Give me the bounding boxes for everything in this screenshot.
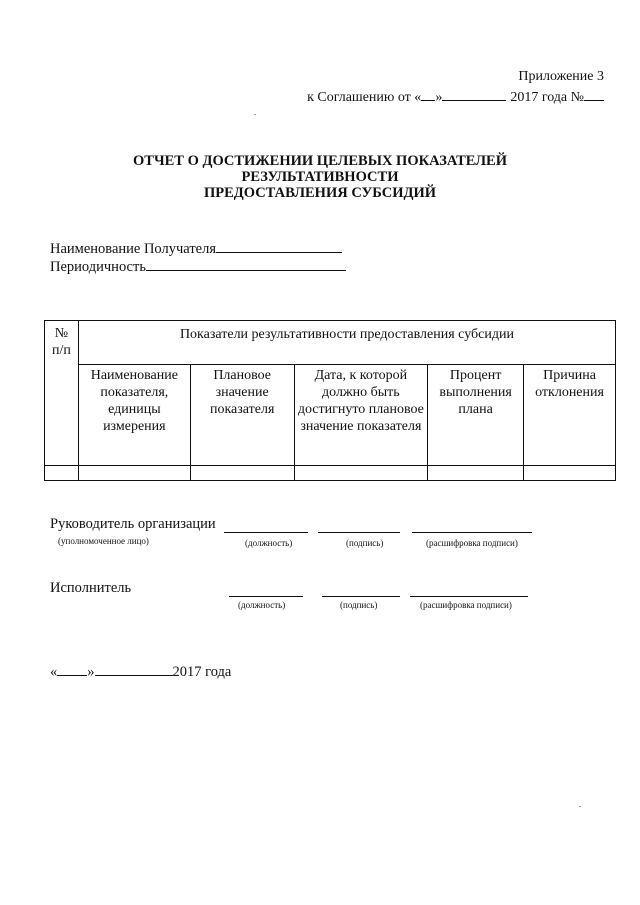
date-close-quote: » — [87, 664, 95, 680]
recipient-field — [50, 238, 342, 258]
head-decode-caption: (расшифровка подписи) — [426, 538, 518, 548]
col-target-date: Дата, к которой должно быть достигнуто плановое значение показателя — [294, 365, 428, 466]
executor-decode-caption: (расшифровка подписи) — [420, 600, 512, 610]
col-indicator-name: Наименование показателя, единицы измерения — [78, 365, 190, 466]
indicators-table — [44, 320, 616, 481]
recipient-label: Наименование Получателя — [50, 241, 217, 257]
appendix-label: Приложение 3 — [518, 69, 604, 84]
agreement-year: 2017 года № — [510, 90, 584, 105]
table-header-row-2 — [45, 365, 616, 466]
head-position-caption: (должность) — [245, 538, 293, 548]
date-year: 2017 года — [172, 664, 232, 680]
date-open-quote: « — [50, 664, 58, 680]
agreement-prefix: к Соглашению от « — [307, 90, 422, 105]
agreement-day-blank[interactable] — [421, 87, 435, 101]
table-header-row-1 — [45, 321, 616, 365]
scan-speck — [254, 114, 256, 115]
agreement-month-blank[interactable] — [442, 87, 506, 101]
col-deviation-reason: Причина отклонения — [524, 365, 616, 466]
date-month-blank[interactable] — [95, 661, 173, 676]
periodicity-label: Периодичность — [50, 259, 146, 275]
table-cell[interactable] — [45, 466, 79, 481]
recipient-blank[interactable] — [216, 238, 342, 253]
executor-position-caption: (должность) — [238, 600, 286, 610]
col-number-header: № п/п — [45, 321, 79, 466]
executor-decode-line[interactable] — [410, 595, 528, 597]
agreement-number-blank[interactable] — [584, 87, 604, 101]
head-authorized-caption: (уполномоченное лицо) — [58, 536, 149, 546]
table-cell[interactable] — [524, 466, 616, 481]
agreement-reference — [307, 87, 604, 107]
group-header: Показатели результативности предоставления субсидии — [78, 321, 615, 365]
title-line-1: ОТЧЕТ О ДОСТИЖЕНИИ ЦЕЛЕВЫХ ПОКАЗАТЕЛЕЙ — [133, 153, 507, 169]
table-cell[interactable] — [190, 466, 294, 481]
report-date — [50, 661, 231, 681]
head-signature-label: Руководитель организации — [50, 516, 216, 532]
table-cell[interactable] — [294, 466, 428, 481]
executor-label: Исполнитель — [50, 580, 132, 596]
title-line-3: ПРЕДОСТАВЛЕНИЯ СУБСИДИЙ — [203, 185, 437, 201]
head-position-line[interactable] — [224, 531, 308, 533]
head-signature-caption: (подпись) — [346, 538, 384, 548]
head-decode-line[interactable] — [412, 531, 532, 533]
col-completion-percent: Процент выполнения плана — [428, 365, 524, 466]
executor-signature-caption: (подпись) — [340, 600, 378, 610]
periodicity-field — [50, 256, 346, 276]
executor-signature-line[interactable] — [322, 595, 400, 597]
table-cell[interactable] — [428, 466, 524, 481]
report-title — [0, 153, 640, 201]
head-signature-line[interactable] — [318, 531, 400, 533]
agreement-close-quote: » — [435, 90, 443, 105]
executor-position-line[interactable] — [229, 595, 303, 597]
table-cell[interactable] — [78, 466, 190, 481]
scan-speck — [579, 806, 581, 807]
periodicity-blank[interactable] — [146, 256, 346, 271]
date-day-blank[interactable] — [57, 661, 87, 676]
title-line-2: РЕЗУЛЬТАТИВНОСТИ — [241, 169, 399, 185]
col-planned-value: Плановое значение показателя — [190, 365, 294, 466]
table-row — [45, 466, 616, 481]
